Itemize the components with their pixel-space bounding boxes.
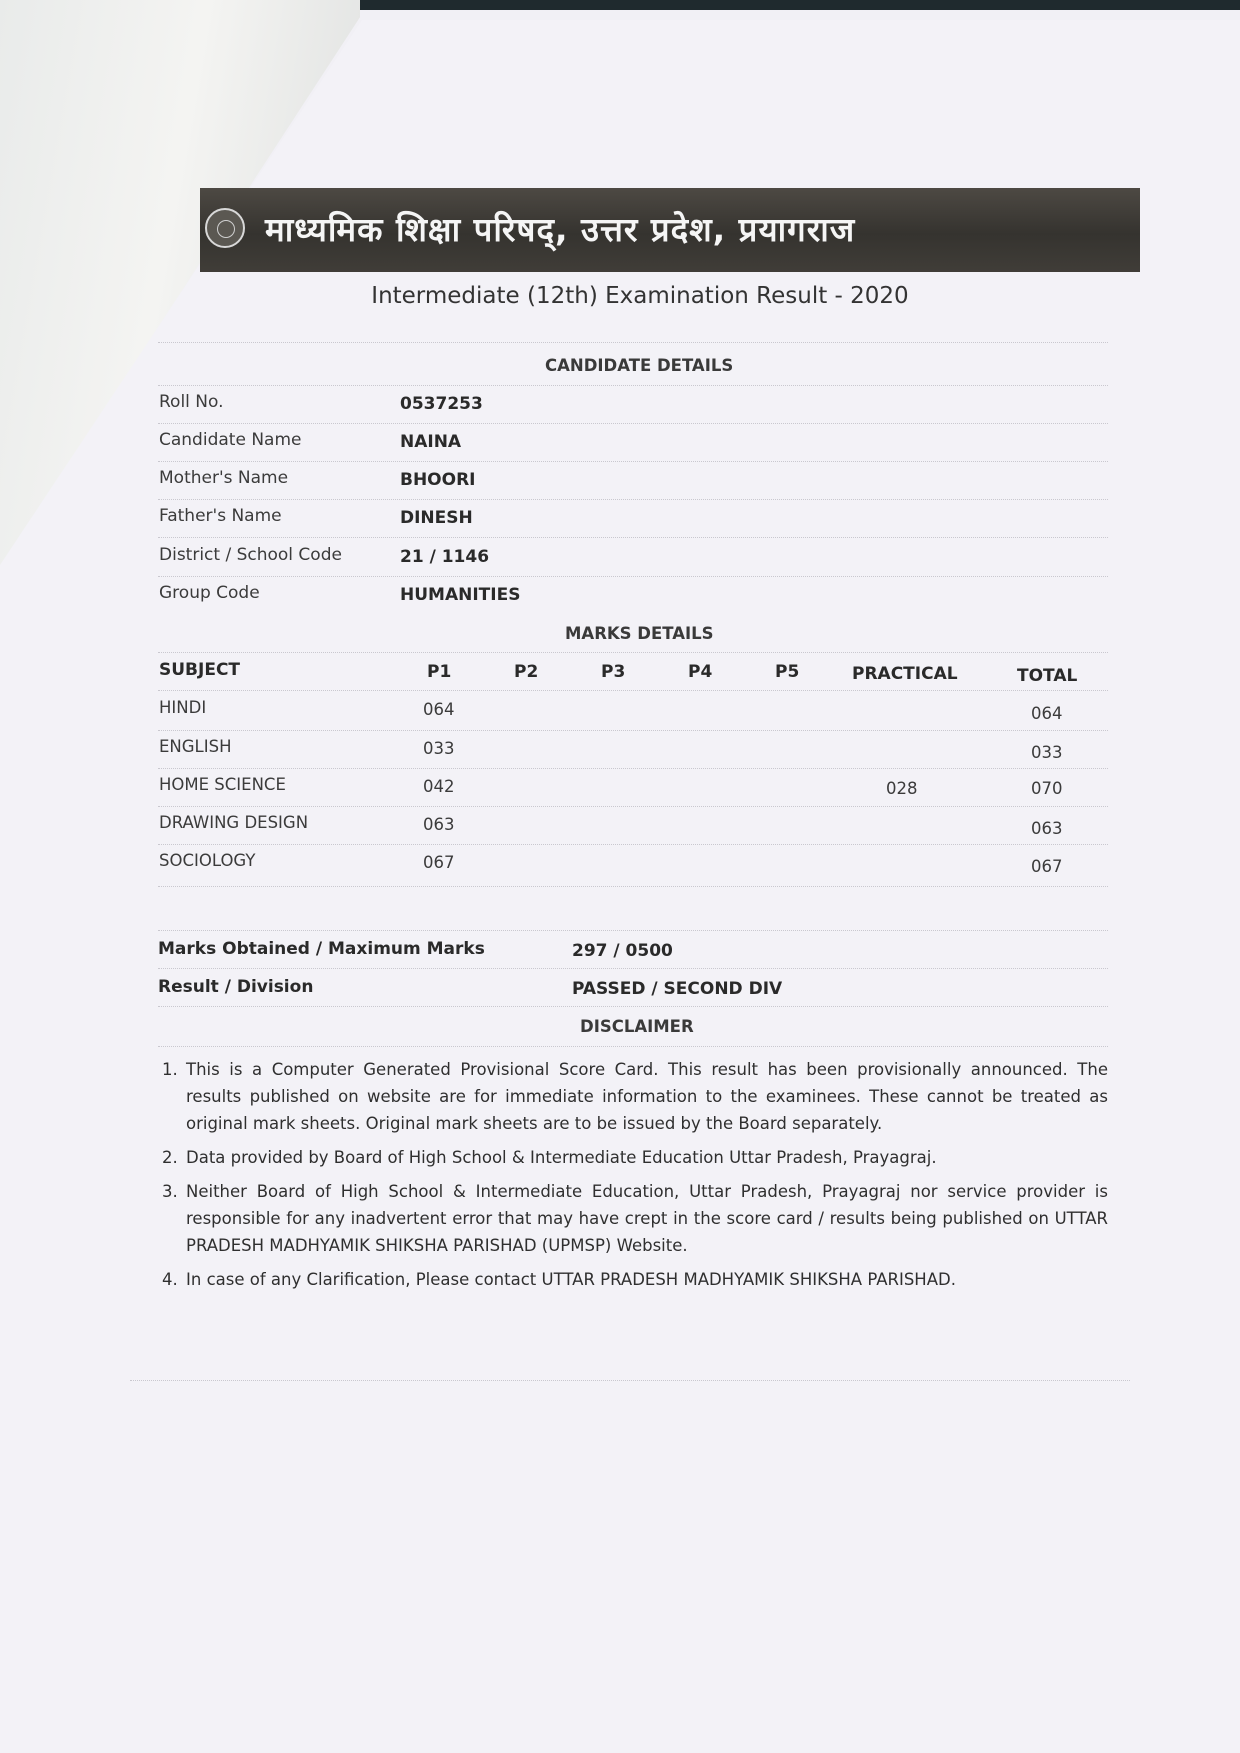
divider <box>158 461 1108 462</box>
divider <box>158 342 1108 343</box>
disclaimer-list <box>162 1056 1108 1300</box>
table-cell-total: 067 <box>1031 857 1063 876</box>
father-name-label: Father's Name <box>159 506 282 526</box>
divider <box>158 886 1108 887</box>
roll-no-label: Roll No. <box>159 392 224 412</box>
disclaimer-item-number: 4. <box>162 1270 178 1289</box>
divider <box>158 768 1108 769</box>
divider <box>158 730 1108 731</box>
result-title: Intermediate (12th) Examination Result - 2020 <box>371 283 909 309</box>
divider <box>158 690 1108 691</box>
column-header-p2: P2 <box>514 662 539 682</box>
table-cell-p1: 033 <box>423 739 455 758</box>
marks-obtained-value: 297 / 0500 <box>572 941 673 961</box>
divider <box>158 652 1108 653</box>
table-cell-total: 033 <box>1031 743 1063 762</box>
table-cell-p1: 067 <box>423 853 455 872</box>
table-cell-subject: HINDI <box>159 698 207 717</box>
divider <box>158 423 1108 424</box>
mother-name-value: BHOORI <box>400 470 476 490</box>
divider <box>158 385 1108 386</box>
district-school-code-label: District / School Code <box>159 545 342 565</box>
divider <box>158 1006 1108 1007</box>
table-cell-subject: DRAWING DESIGN <box>159 813 309 832</box>
result-division-value: PASSED / SECOND DIV <box>572 979 783 999</box>
father-name-value: DINESH <box>400 508 473 528</box>
table-cell-p1: 042 <box>423 777 455 796</box>
divider <box>158 537 1108 538</box>
disclaimer-item-number: 3. <box>162 1182 178 1201</box>
mother-name-label: Mother's Name <box>159 468 289 488</box>
divider <box>158 968 1108 969</box>
table-cell-total: 063 <box>1031 819 1063 838</box>
marks-details-heading: MARKS DETAILS <box>565 624 714 643</box>
candidate-name-value: NAINA <box>400 432 462 452</box>
board-name: माध्यमिक शिक्षा परिषद्, उत्तर प्रदेश, प्रयागराज <box>265 210 856 249</box>
divider <box>130 1380 1130 1381</box>
table-cell-practical: 028 <box>886 779 918 798</box>
disclaimer-item <box>162 1144 1108 1171</box>
group-code-label: Group Code <box>159 583 260 603</box>
divider <box>158 844 1108 845</box>
divider <box>158 1046 1108 1047</box>
column-header-subject: SUBJECT <box>159 660 241 680</box>
column-header-total: TOTAL <box>1017 666 1078 686</box>
roll-no-value: 0537253 <box>400 394 483 414</box>
disclaimer-item-text: This is a Computer Generated Provisional Score Card. This result has been provisionally announced. The results published on website are for immediate information to the examinees. These cannot be treated as original mark sheets. Original mark sheets are to be issued by the Board separately. <box>186 1060 1108 1133</box>
disclaimer-item-text: Neither Board of High School & Intermediate Education, Uttar Pradesh, Prayagraj nor service provider is responsible for any inadvertent error that may have crept in the score card / results being published on UTTAR PRADESH MADHYAMIK SHIKSHA PARISHAD (UPMSP) Website. <box>186 1182 1108 1255</box>
disclaimer-item <box>162 1178 1108 1259</box>
divider <box>158 930 1108 931</box>
table-cell-p1: 063 <box>423 815 455 834</box>
disclaimer-item-text: Data provided by Board of High School & Intermediate Education Uttar Pradesh, Prayagraj. <box>186 1148 937 1167</box>
candidate-name-label: Candidate Name <box>159 430 302 450</box>
disclaimer-item-number: 2. <box>162 1148 178 1167</box>
board-emblem-icon <box>205 208 245 248</box>
divider <box>158 576 1108 577</box>
disclaimer-item-text: In case of any Clarification, Please contact UTTAR PRADESH MADHYAMIK SHIKSHA PARISHAD. <box>186 1270 956 1289</box>
table-cell-p1: 064 <box>423 700 455 719</box>
table-cell-total: 064 <box>1031 704 1063 723</box>
marks-obtained-label: Marks Obtained / Maximum Marks <box>158 939 485 959</box>
column-header-p1: P1 <box>427 662 452 682</box>
divider <box>158 806 1108 807</box>
table-cell-total: 070 <box>1031 779 1063 798</box>
disclaimer-heading: DISCLAIMER <box>580 1017 694 1036</box>
column-header-p4: P4 <box>688 662 713 682</box>
divider <box>158 499 1108 500</box>
column-header-practical: PRACTICAL <box>852 664 958 684</box>
group-code-value: HUMANITIES <box>400 585 521 605</box>
disclaimer-item <box>162 1056 1108 1137</box>
column-header-p5: P5 <box>775 662 800 682</box>
table-cell-subject: ENGLISH <box>159 737 232 756</box>
candidate-details-heading: CANDIDATE DETAILS <box>545 356 734 375</box>
table-cell-subject: SOCIOLOGY <box>159 851 256 870</box>
district-school-code-value: 21 / 1146 <box>400 547 490 567</box>
column-header-p3: P3 <box>601 662 626 682</box>
disclaimer-item-number: 1. <box>162 1060 178 1079</box>
result-division-label: Result / Division <box>158 977 314 997</box>
table-cell-subject: HOME SCIENCE <box>159 775 286 794</box>
disclaimer-item <box>162 1266 1108 1293</box>
